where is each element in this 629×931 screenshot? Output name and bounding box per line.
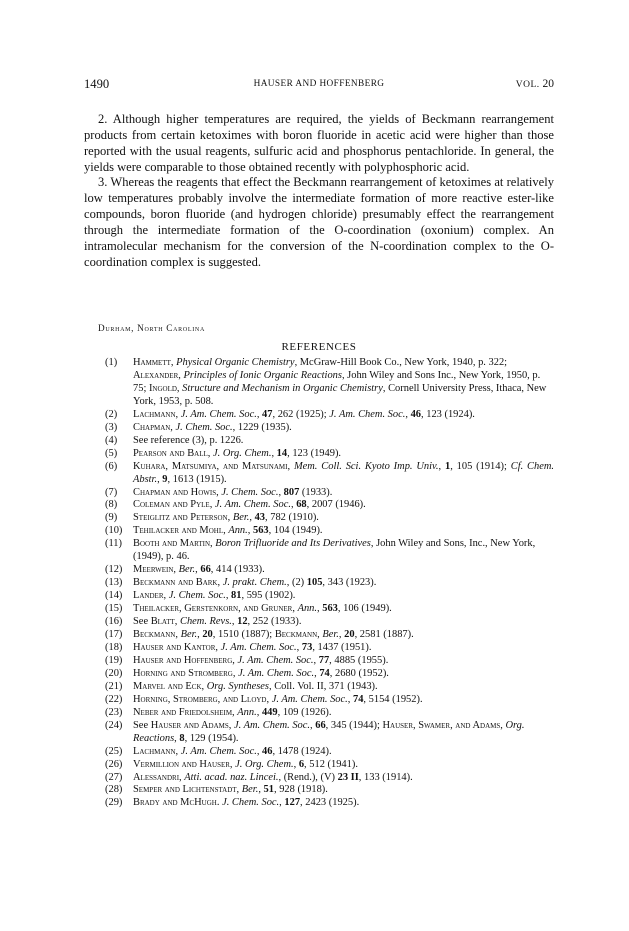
reference-title: Principles of Ionic Organic Reactions [183,369,342,381]
reference-text: , Coll. Vol. II, 371 (1943). [269,680,378,692]
reference-authors: Hauser and Adams, [150,719,234,731]
reference-text: , 129 (1954). [184,732,239,744]
reference-item [84,448,554,461]
reference-text: , McGraw-Hill Book Co., New York, 1940, p. 322; [294,357,508,368]
reference-text: , [197,629,203,641]
reference-authors: Vermillion and Hauser, [133,758,236,770]
reference-item [84,707,554,720]
reference-title: J. Org. Chem. [235,758,294,770]
reference-authors: Meerwein, [133,564,179,576]
reference-item [84,746,554,759]
reference-text: , 512 (1941). [304,758,358,770]
reference-authors: Semper and Lichtenstadt, [133,784,242,796]
reference-text: , 343 (1923). [322,577,377,589]
reference-number: (5) [105,447,118,459]
reference-authors: Lachmann, [133,408,181,420]
reference-title: J. Am. Chem. Soc. [238,667,315,679]
reference-text: , 1613 (1915). [167,473,227,485]
reference-text: , [225,590,232,602]
reference-volume: 807 [283,486,300,498]
reference-number: (22) [105,693,123,705]
reference-item [84,512,554,525]
reference-item [84,499,554,512]
reference-title: Cf. Chem. Abstr. [133,460,555,485]
reference-title: J. prakt. Chem. [222,577,287,589]
reference-item [84,525,554,538]
reference-number: (12) [105,564,123,576]
reference-number: (6) [105,460,118,472]
reference-number: (29) [105,797,123,809]
reference-number: (13) [105,577,123,589]
reference-volume: 46 [262,745,273,757]
reference-authors: Ingold, [148,382,183,394]
reference-authors: Beckmann, [274,629,323,641]
reference-text: , [174,732,180,744]
reference-title: J. Am. Chem. Soc. [214,499,291,511]
reference-title: Physical Organic Chemistry [176,357,295,368]
reference-item [84,668,554,681]
reference-authors: Coleman and Pyle, [133,499,215,511]
reference-volume: 74 [352,693,364,705]
reference-text: , 928 (1918). [273,784,328,796]
reference-volume: 563 [252,525,269,537]
reference-item [84,629,554,642]
reference-text: , (Rend.), (V) [278,771,338,783]
reference-title: Ber. [232,512,250,524]
reference-authors: Chapman and Howis, [133,486,222,498]
reference-volume: 127 [284,797,301,809]
reference-text: See [133,719,151,731]
reference-authors: Chapman, [133,421,176,433]
reference-text: , 104 (1949). [268,525,323,537]
reference-item [84,772,554,785]
reference-number: (14) [105,590,123,602]
reference-number: (18) [105,641,123,653]
reference-item [84,784,554,797]
reference-text: , [157,473,163,485]
reference-text: , 4885 (1955). [329,654,389,666]
reference-title: Ber. [180,629,198,641]
reference-title: Ann. [228,525,248,537]
reference-text: , (2) [286,577,307,589]
reference-title: J. Am. Chem. Soc. [180,408,257,420]
reference-authors: Steiglitz and Peterson, [133,512,233,524]
reference-text: , John Wiley and Sons Inc., New York, 1950, p. 75; [133,369,541,394]
reference-authors: Beckmann and Bark, [133,577,223,589]
reference-title: J. Am. Chem. Soc. [271,693,348,705]
reference-text: , [271,447,277,459]
volume-number: 20 [542,78,554,90]
reference-title: Ann. [297,603,317,615]
reference-number: (3) [105,421,118,433]
reference-text: , [247,525,253,537]
reference-number: (26) [105,758,123,770]
reference-text: , 5154 (1952). [363,693,423,705]
reference-text: , [290,499,297,511]
reference-text: , 414 (1933). [210,564,265,576]
reference-item [84,357,554,409]
reference-volume: 74 [319,667,330,679]
reference-authors: Beckmann, [133,629,181,641]
reference-item [84,681,554,694]
reference-authors: Theilacker, Gerstenkorn, and Gruner, [133,603,298,615]
reference-title: J. Am. Chem. Soc. [220,641,297,653]
reference-text: , 1229 (1935). [232,421,292,433]
reference-item [84,590,554,603]
reference-text: , 595 (1902). [241,590,296,602]
reference-item [84,694,554,707]
reference-volume: 20 [202,629,213,641]
reference-authors: Brady and McHugh. [133,797,223,809]
reference-number: (4) [105,434,118,446]
reference-authors: Neber and Friedolsheim, [133,706,238,718]
reference-volume: 68 [296,499,307,511]
reference-text: , [405,408,411,420]
running-title: HAUSER AND HOFFENBERG [253,79,385,89]
reference-item [84,759,554,772]
reference-volume: 20 [344,629,355,641]
reference-text: , 1478 (1924). [272,745,332,757]
reference-item [84,461,554,487]
reference-text: , [249,512,255,524]
reference-title: Org. Syntheses [206,680,269,692]
reference-volume: 23 II [337,771,359,783]
reference-text: , [256,408,263,420]
reference-authors: Hammett, [133,357,177,368]
summary-text [84,112,554,270]
reference-number: (8) [105,499,118,511]
reference-text: , [258,784,264,796]
references-list [84,357,554,810]
reference-text: , 106 (1949). [337,603,392,615]
reference-volume: 9 [162,473,168,485]
reference-text: , 109 (1926). [277,706,332,718]
reference-authors: Pearson and Ball, [133,447,213,459]
reference-title: Ber. [178,564,196,576]
reference-volume: 1 [444,460,451,472]
reference-authors: Alexander, [133,369,184,381]
reference-number: (7) [105,486,118,498]
reference-item [84,487,554,500]
reference-authors: Horning, Stromberg, and Lloyd, [133,693,272,705]
reference-authors: Hauser and Hoffenberg, [133,654,238,666]
reference-text: , [313,654,319,666]
reference-item [84,642,554,655]
reference-text: , 252 (1933). [247,616,302,628]
reference-title: Atti. acad. naz. Lincei. [184,771,279,783]
reference-title: Chem. Revs. [179,616,232,628]
reference-volume: 51 [263,784,274,796]
reference-title: Ann. [237,706,257,718]
reference-text: , [310,719,316,731]
reference-authors: Horning and Stromberg, [133,667,239,679]
reference-authors: Blatt, [150,616,180,628]
running-head [84,76,554,92]
reference-volume: 47 [262,408,273,420]
reference-text: , 105 (1914); [450,460,511,472]
reference-text: , [296,641,302,653]
reference-authors: Lander, [133,590,169,602]
reference-authors: Hauser and Kantor, [133,641,221,653]
reference-text: , 2007 (1946). [306,499,366,511]
reference-title: Mem. Coll. Sci. Kyoto Imp. Univ. [293,460,439,472]
reference-text: , 345 (1944); [325,719,383,731]
reference-item [84,655,554,668]
reference-item [84,435,554,448]
reference-text: , John Wiley and Sons, Inc., New York, (1949), p. 46. [133,538,536,563]
reference-text: , 123 (1924). [421,408,475,420]
reference-volume: 14 [276,447,288,459]
reference-item [84,603,554,616]
reference-text: See reference (3), p. 1226. [133,434,244,446]
reference-number: (28) [105,784,123,796]
reference-text: , 123 (1949). [287,447,342,459]
reference-text: , 262 (1925); [272,408,330,420]
reference-volume: 66 [315,719,326,731]
reference-title: J. Chem. Soc. [222,797,280,809]
reference-title: J. Am. Chem. Soc. [329,408,406,420]
reference-item [84,797,554,810]
reference-text: , [256,706,262,718]
reference-number: (9) [105,512,118,524]
reference-title: J. Am. Chem. Soc. [180,745,257,757]
reference-number: (20) [105,667,123,679]
reference-authors: Alessandri, [133,771,185,783]
reference-authors: Kuhara, Matsumiya, and Matsunami, [133,460,294,472]
reference-text: , 2680 (1952). [329,667,389,679]
reference-volume: 46 [410,408,421,420]
reference-volume: 66 [200,564,211,576]
reference-item [84,577,554,590]
summary-point-2: 2. Although higher temperatures are required, the yields of Beckmann rearrangement products from certain ketoximes with boron fluoride in acetic acid were higher than those reported with the usual reagents, sulfuric acid and phosphorus pentachloride. In general, the yields were comparable to those obtained recently with polyphosphoric acid. [84,112,554,174]
reference-number: (16) [105,616,123,628]
reference-number: (19) [105,654,123,666]
reference-number: (15) [105,603,123,615]
reference-text: , [438,460,445,472]
reference-authors: Booth and Martin, [133,538,216,550]
reference-title: Boron Trifluoride and Its Derivatives [215,538,371,550]
reference-number: (21) [105,680,123,692]
reference-number: (25) [105,745,123,757]
reference-title: Structure and Mechanism in Organic Chemistry [182,382,383,394]
reference-title: Ber. [241,784,259,796]
reference-number: (17) [105,629,123,641]
reference-text: , 2581 (1887). [354,629,414,641]
reference-text: See [133,616,151,628]
reference-title: J. Chem. Soc. [175,421,233,433]
reference-volume: 6 [298,758,305,770]
reference-text: , [195,564,201,576]
reference-text: , [231,616,238,628]
reference-text: , [279,797,285,809]
reference-text: , 1510 (1887); [212,629,275,641]
reference-text: , [314,667,320,679]
reference-item [84,422,554,435]
affiliation: Durham, North Carolina [98,323,205,333]
reference-title: J. Org. Chem. [212,447,272,459]
reference-volume: 81 [231,590,242,602]
reference-authors: Hauser, Swamer, and Adams, [382,719,506,731]
reference-text: , 2423 (1925). [300,797,360,809]
reference-volume: 563 [322,603,338,615]
reference-authors: Tehilacker and Mohl, [133,525,229,537]
reference-number: (23) [105,706,123,718]
volume-label [516,76,554,93]
reference-volume: 8 [179,732,185,744]
reference-text: , 1437 (1951). [312,641,372,653]
reference-title: J. Am. Chem. Soc. [233,719,311,731]
reference-authors: Lachmann, [133,745,181,757]
reference-title: Ber. [322,629,339,641]
reference-text: , [293,758,299,770]
reference-item [84,564,554,577]
reference-number: (10) [105,525,123,537]
reference-text: , Cornell University Press, Ithaca, New York, 1953, p. 508. [133,382,547,407]
reference-item [84,409,554,422]
reference-number: (1) [105,357,118,368]
reference-volume: 73 [301,641,313,653]
reference-item [84,720,554,746]
summary-point-3: 3. Whereas the reagents that effect the Beckmann rearrangement of ketoximes at relatively low temperatures probably involve the intermediate formation of more reactive ester-like compounds, boron fluoride (and hydrogen chloride) presumably effect the rearrangement through the intermediate formation of the O-coordination (oxonium) complex. An intramolecular mechanism for the conversion of the N-coordination complex to the O-coordination complex is suggested. [84,175,554,269]
reference-volume: 12 [237,616,248,628]
reference-text: (1933). [299,486,333,498]
reference-volume: 105 [306,577,323,589]
reference-number: (11) [105,538,123,550]
volume-abbrev: VOL. [515,80,540,90]
reference-authors: Marvel and Eck, [133,680,207,692]
reference-title: Org. Reactions [133,719,525,744]
page-number: 1490 [84,77,110,91]
reference-title: J. Chem. Soc. [221,486,279,498]
references-heading: REFERENCES [281,341,357,353]
reference-text: , 782 (1910). [265,512,319,524]
reference-volume: 449 [261,706,278,718]
reference-text: , [338,629,345,641]
reference-title: J. Chem. Soc. [168,590,226,602]
reference-number: (27) [105,771,123,783]
reference-volume: 77 [318,654,330,666]
reference-volume: 43 [254,512,265,524]
reference-number: (24) [105,719,123,731]
reference-text: , [278,486,284,498]
reference-number: (2) [105,408,118,420]
reference-text: , [256,745,263,757]
reference-item [84,538,554,564]
reference-text: , [347,693,353,705]
reference-text: , [317,603,323,615]
reference-item [84,616,554,629]
reference-title: J. Am. Chem. Soc. [237,654,314,666]
reference-text: , 133 (1914). [358,771,413,783]
